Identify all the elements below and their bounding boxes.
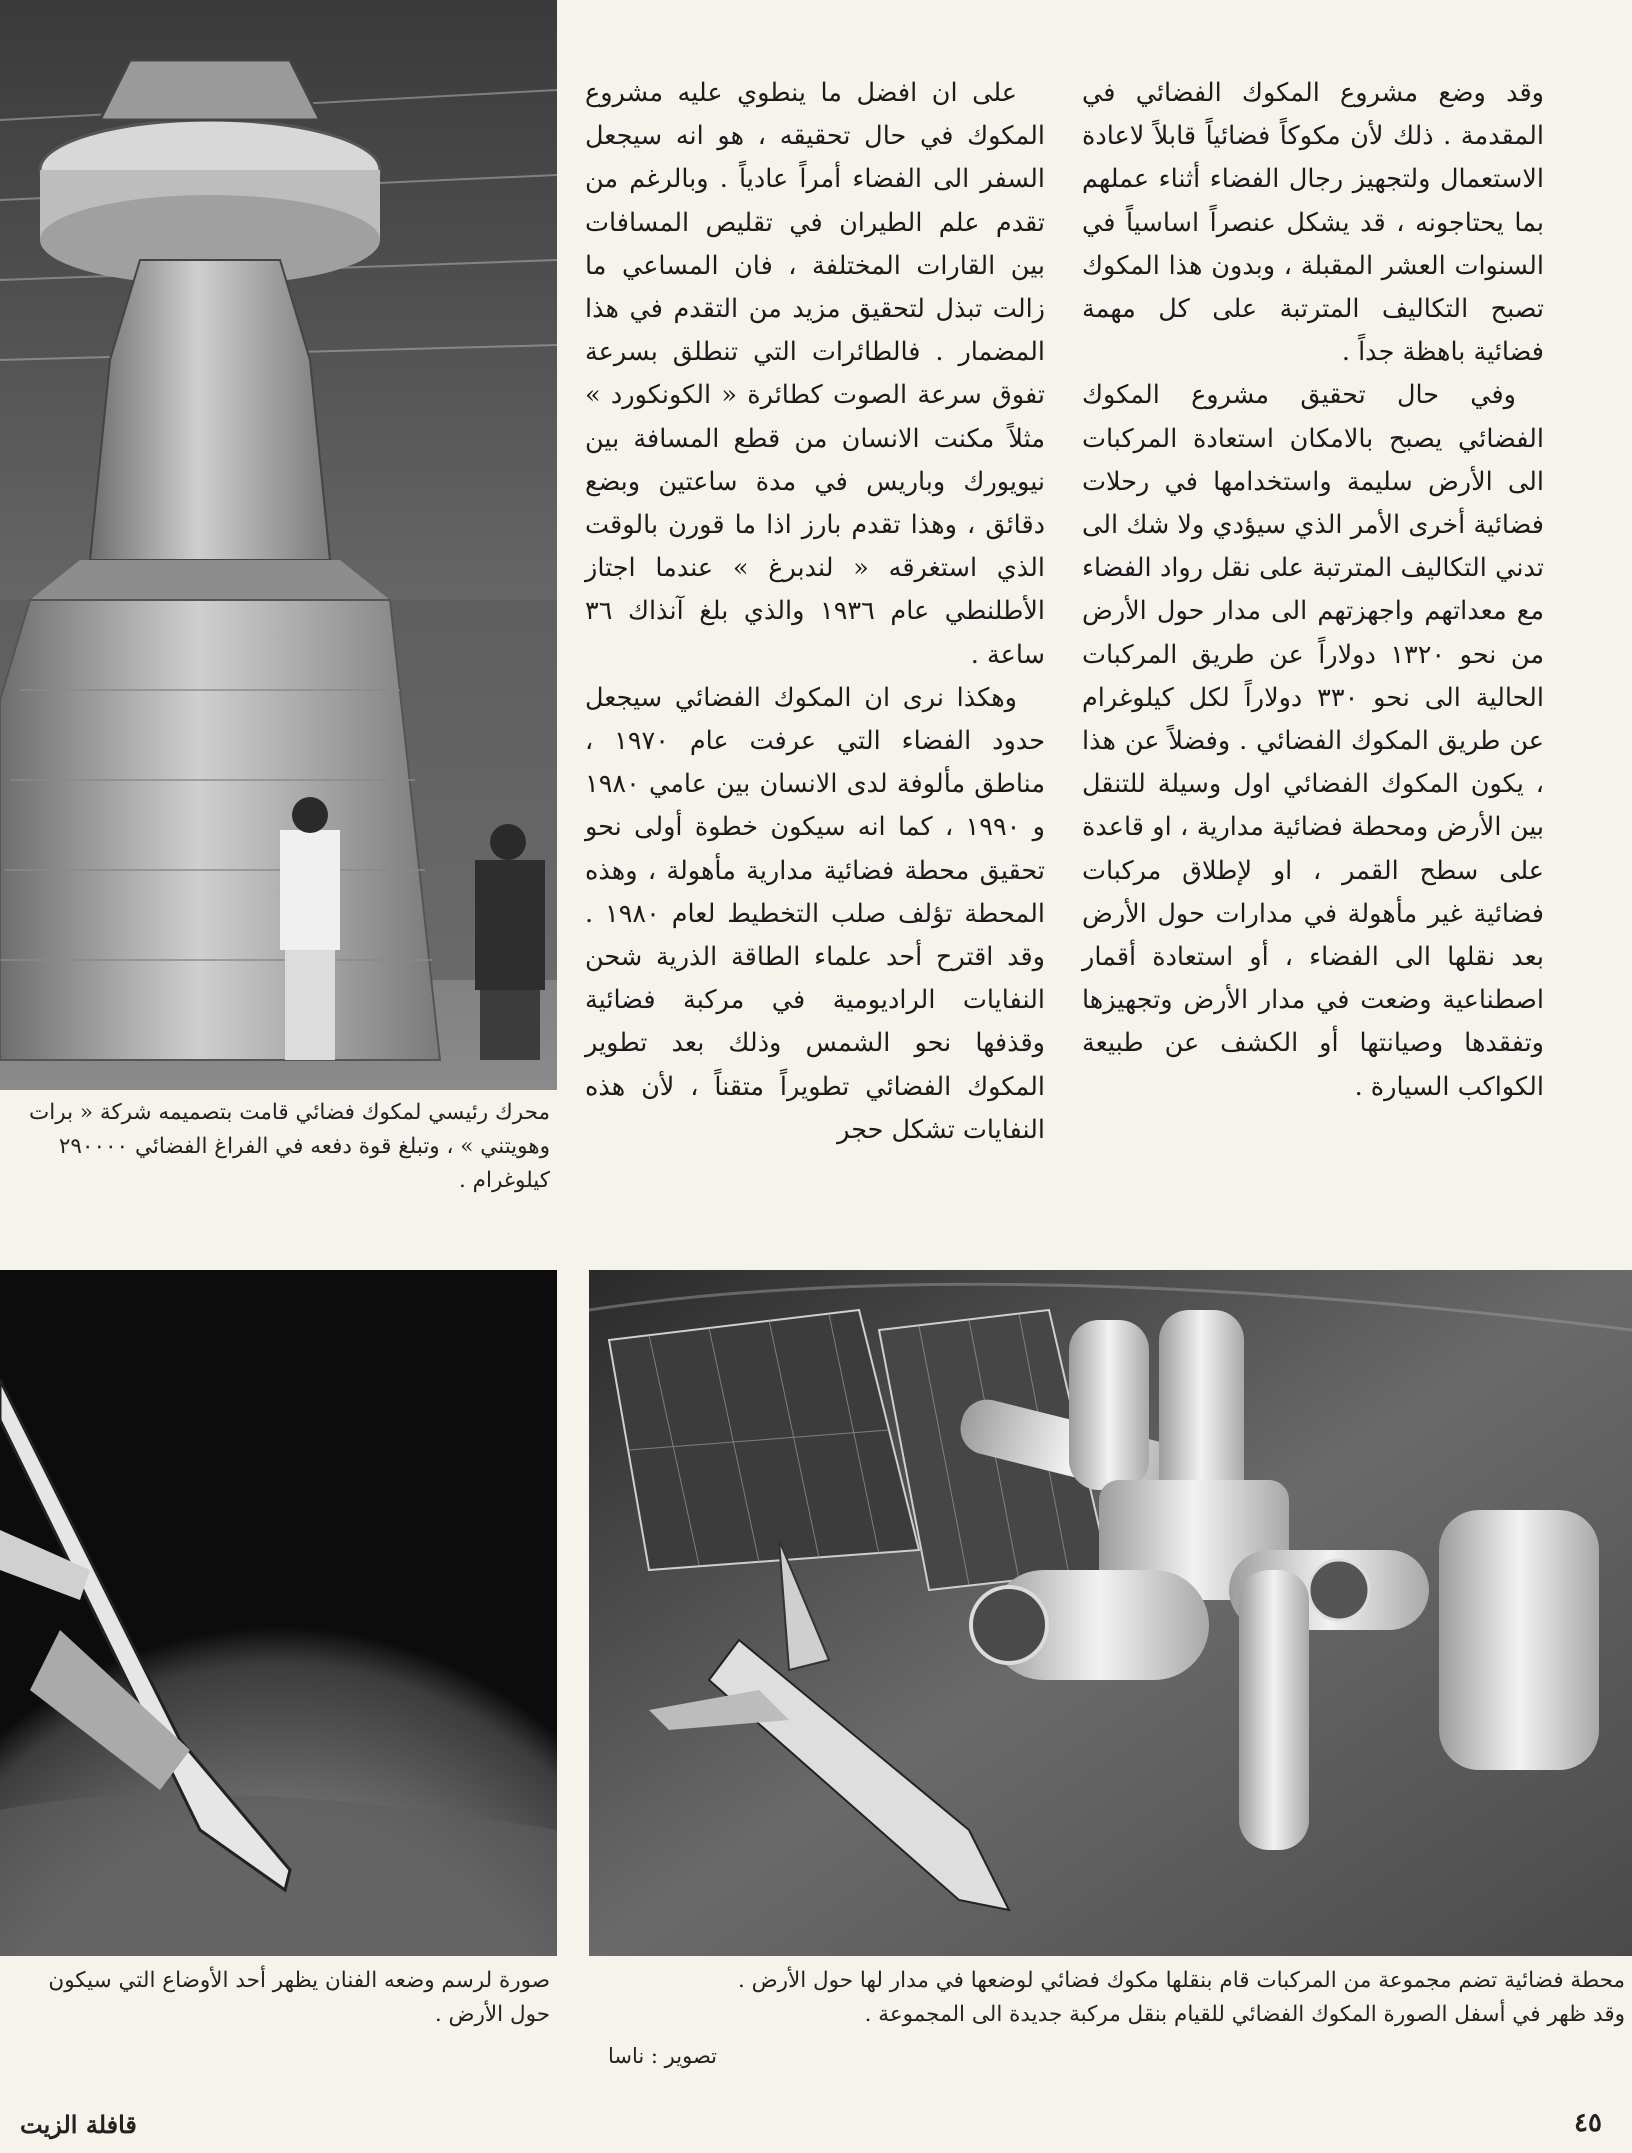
- article-column-middle: [585, 72, 1045, 1152]
- rocket-engine-photo: [0, 0, 557, 1090]
- photo-credit: تصوير : ناسا: [608, 2044, 717, 2068]
- article-paragraph: وقد وضع مشروع المكوك الفضائي في المقدمة . ذلك لأن مكوكاً فضائياً قابلاً لاعادة الاستعمال ولتجهيز رجال الفضاء أثناء عملهم بما يحتاجونه ، قد يشكل عنصراً اساسياً في السنوات العشر المقبلة ، وبدون هذا المكوك تصبح التكاليف المترتبة على كل مهمة فضائية باهظة جداً .: [1082, 78, 1544, 368]
- station-photo-caption: [600, 1964, 1625, 2032]
- shuttle-over-earth-photo: [0, 1270, 557, 1956]
- station-caption-line: محطة فضائية تضم مجموعة من المركبات قام بنقلها مكوك فضائي لوضعها في مدار لها حول الأرض .: [737, 1968, 1625, 1993]
- station-caption-line: وقد ظهر في أسفل الصورة المكوك الفضائي للقيام بنقل مركبة جديدة الى المجموعة .: [864, 2002, 1625, 2027]
- space-station-photo: [589, 1270, 1632, 1956]
- engine-photo-caption: محرك رئيسي لمكوك فضائي قامت بتصميمه شركة « برات وهويتني » ، وتبلغ قوة دفعه في الفراغ الفضائي ٢٩٠٠٠٠ كيلوغرام .: [29, 1100, 550, 1193]
- article-paragraph: وهكذا نرى ان المكوك الفضائي سيجعل حدود الفضاء التي عرفت عام ١٩٧٠ ، مناطق مألوفة لدى الانسان بين عامي ١٩٨٠ و ١٩٩٠ ، كما انه سيكون خطوة أولى نحو تحقيق محطة فضائية مدارية مأهولة ، وهذه المحطة تؤلف صلب التخطيط لعام ١٩٨٠ . وقد اقترح أحد علماء الطاقة الذرية شحن النفايات الراديومية في مركبة فضائية وقذفها نحو الشمس وذلك بعد تطوير المكوك الفضائي تطويراً متقناً ، لأن هذه النفايات تشكل حجر: [585, 682, 1045, 1145]
- article-column-right: [1082, 72, 1544, 1109]
- magazine-name: قافلة الزيت: [20, 2110, 137, 2139]
- page-number: ٤٥: [1574, 2108, 1602, 2138]
- shuttle-photo-caption: صورة لرسم وضعه الفنان يظهر أحد الأوضاع التي سيكون حول الأرض .: [48, 1968, 550, 2027]
- article-paragraph: على ان افضل ما ينطوي عليه مشروع المكوك في حال تحقيقه ، هو انه سيجعل السفر الى الفضاء أمراً عادياً . وبالرغم من تقدم علم الطيران في تقليص المسافات بين القارات المختلفة ، فان المساعي ما زالت تبذل لتحقيق مزيد من التقدم في هذا المضمار . فالطائرات التي تنطلق بسرعة تفوق سرعة الصوت كطائرة « الكونكورد » مثلاً مكنت الانسان من قطع المسافة بين نيويورك وباريس في مدة ساعتين وبضع دقائق ، وهذا تقدم بارز اذا ما قورن بالوقت الذي استغرقه « لندبرغ » عندما اجتاز الأطلنطي عام ١٩٣٦ والذي بلغ آنذاك ٣٦ ساعة .: [585, 78, 1045, 670]
- article-paragraph: وفي حال تحقيق مشروع المكوك الفضائي يصبح بالامكان استعادة المركبات الى الأرض سليمة واستخدامها في رحلات فضائية أخرى الأمر الذي سيؤدي ولا شك الى تدني التكاليف المترتبة على نقل رواد الفضاء مع معداتهم واجهزتهم الى مدار حول الأرض من نحو ١٣٢٠ دولاراً عن طريق المركبات الحالية الى نحو ٣٣٠ دولاراً لكل كيلوغرام عن طريق المكوك الفضائي . وفضلاً عن هذا ، يكون المكوك الفضائي اول وسيلة للتنقل بين الأرض ومحطة فضائية مدارية ، او قاعدة على سطح القمر ، او لإطلاق مركبات فضائية غير مأهولة في مدارات حول الأرض بعد نقلها الى الفضاء ، أو استعادة أقمار اصطناعية وضعت في مدار الأرض وتجهيزها وتفقدها وصيانتها أو الكشف عن طبيعة الكواكب السيارة .: [1082, 380, 1544, 1102]
